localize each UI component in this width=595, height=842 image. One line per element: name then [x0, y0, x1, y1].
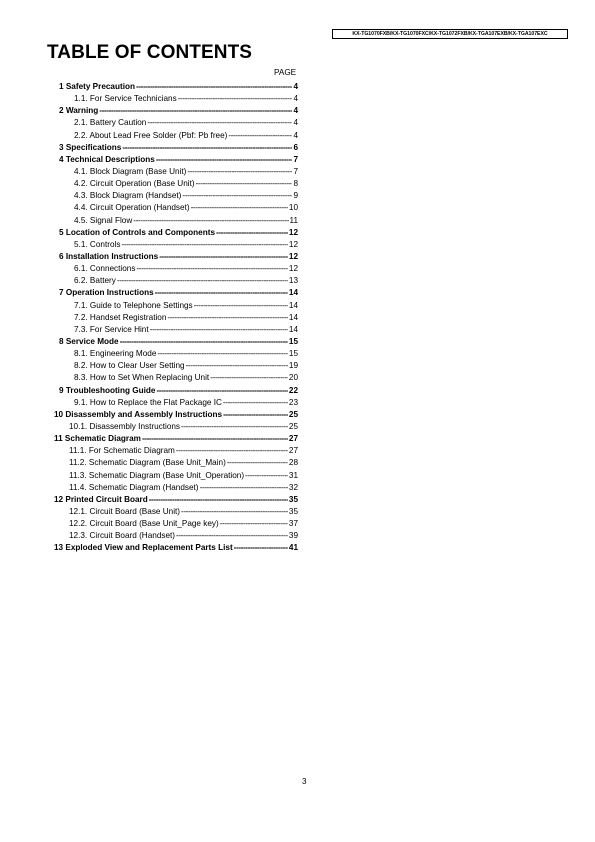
toc-section-entry[interactable] — [54, 154, 298, 166]
toc-entry-label: 8 Service Mode — [59, 336, 119, 346]
toc-dot-leader — [182, 190, 292, 202]
toc-dot-leader — [223, 409, 288, 421]
toc-entry-label: 11.3. Schematic Diagram (Base Unit_Operation) — [69, 470, 245, 480]
table-of-contents — [54, 81, 298, 554]
toc-dot-leader — [120, 336, 288, 348]
toc-dot-leader — [216, 227, 288, 239]
toc-dot-leader — [200, 482, 288, 494]
toc-subsection-entry[interactable] — [54, 530, 298, 542]
toc-dot-leader — [234, 542, 288, 554]
toc-entry-label: 12.1. Circuit Board (Base Unit) — [69, 506, 181, 516]
toc-entry-label: 11.2. Schematic Diagram (Base Unit_Main) — [69, 458, 226, 468]
toc-entry-label: 8.2. How to Clear User Setting — [74, 361, 185, 371]
toc-entry-page-number: 7 — [293, 166, 298, 176]
toc-entry-page-number: 10 — [288, 203, 298, 213]
toc-entry-page-number: 7 — [293, 154, 298, 164]
toc-entry-page-number: 4 — [293, 94, 298, 104]
toc-entry-label: 6 Installation Instructions — [59, 251, 159, 261]
toc-entry-page-number: 14 — [288, 300, 298, 310]
toc-section-entry[interactable] — [54, 433, 298, 445]
toc-dot-leader — [167, 312, 288, 324]
toc-section-entry[interactable] — [54, 142, 298, 154]
toc-subsection-entry[interactable] — [54, 300, 298, 312]
toc-subsection-entry[interactable] — [54, 470, 298, 482]
toc-subsection-entry[interactable] — [54, 360, 298, 372]
toc-entry-label: 4.1. Block Diagram (Base Unit) — [74, 166, 187, 176]
toc-entry-label: 9.1. How to Replace the Flat Package IC — [74, 397, 222, 407]
toc-dot-leader — [220, 518, 288, 530]
toc-dot-leader — [136, 81, 292, 93]
toc-section-entry[interactable] — [54, 251, 298, 263]
toc-entry-page-number: 25 — [288, 421, 298, 431]
toc-entry-page-number: 20 — [288, 373, 298, 383]
toc-dot-leader — [191, 202, 288, 214]
toc-entry-page-number: 4 — [293, 130, 298, 140]
toc-dot-leader — [136, 263, 287, 275]
toc-entry-page-number: 15 — [288, 349, 298, 359]
toc-subsection-entry[interactable] — [54, 324, 298, 336]
toc-section-entry[interactable] — [54, 336, 298, 348]
toc-subsection-entry[interactable] — [54, 372, 298, 384]
toc-dot-leader — [156, 154, 293, 166]
page-title: TABLE OF CONTENTS — [47, 42, 253, 63]
page-column-label: PAGE — [274, 68, 297, 77]
toc-dot-leader — [186, 360, 288, 372]
toc-dot-leader — [210, 372, 288, 384]
toc-entry-page-number: 12 — [288, 251, 298, 261]
toc-subsection-entry[interactable] — [54, 202, 298, 214]
toc-entry-page-number: 12 — [288, 239, 298, 249]
toc-entry-page-number: 41 — [288, 543, 298, 553]
toc-dot-leader — [117, 275, 288, 287]
toc-entry-label: 2 Warning — [59, 106, 99, 116]
toc-entry-page-number: 14 — [288, 288, 298, 298]
toc-subsection-entry[interactable] — [54, 482, 298, 494]
toc-section-entry[interactable] — [54, 81, 298, 93]
toc-subsection-entry[interactable] — [54, 506, 298, 518]
toc-dot-leader — [157, 348, 288, 360]
toc-dot-leader — [178, 93, 293, 105]
toc-subsection-entry[interactable] — [54, 397, 298, 409]
toc-entry-label: 11.1. For Schematic Diagram — [69, 446, 175, 456]
toc-entry-page-number: 14 — [288, 324, 298, 334]
toc-entry-page-number: 23 — [288, 397, 298, 407]
toc-entry-page-number: 27 — [288, 434, 298, 444]
toc-subsection-entry[interactable] — [54, 166, 298, 178]
toc-dot-leader — [176, 445, 288, 457]
model-number-header: KX-TG1070FXB/KX-TG1070FXC/KX-TG1072FXB/KX-TGA107EXB/KX-TGA107EXC — [332, 29, 568, 39]
toc-section-entry[interactable] — [54, 385, 298, 397]
toc-entry-label: 5.1. Controls — [74, 239, 121, 249]
toc-entry-label: 4.5. Signal Flow — [74, 215, 133, 225]
toc-dot-leader — [159, 251, 288, 263]
toc-dot-leader — [223, 397, 288, 409]
toc-dot-leader — [227, 457, 288, 469]
toc-entry-label: 7.2. Handset Registration — [74, 312, 167, 322]
toc-section-entry[interactable] — [54, 494, 298, 506]
toc-dot-leader — [150, 324, 288, 336]
toc-dot-leader — [245, 470, 288, 482]
toc-entry-page-number: 9 — [293, 191, 298, 201]
toc-entry-label: 1 Safety Precaution — [59, 82, 135, 91]
toc-entry-label: 4.2. Circuit Operation (Base Unit) — [74, 179, 195, 189]
toc-dot-leader — [187, 166, 292, 178]
toc-dot-leader — [228, 130, 292, 142]
toc-entry-label: 5 Location of Controls and Components — [59, 227, 216, 237]
toc-entry-label: 10.1. Disassembly Instructions — [69, 421, 181, 431]
toc-dot-leader — [147, 117, 292, 129]
toc-dot-leader — [122, 142, 292, 154]
toc-dot-leader — [121, 239, 287, 251]
page-number: 3 — [302, 777, 307, 786]
toc-subsection-entry[interactable] — [54, 215, 298, 227]
toc-section-entry[interactable] — [54, 409, 298, 421]
toc-subsection-entry[interactable] — [54, 275, 298, 287]
toc-subsection-entry[interactable] — [54, 117, 298, 129]
toc-entry-label: 12.2. Circuit Board (Base Unit_Page key) — [69, 519, 219, 529]
toc-section-entry[interactable] — [54, 105, 298, 117]
toc-dot-leader — [176, 530, 288, 542]
toc-dot-leader — [133, 215, 288, 227]
toc-entry-label: 7.3. For Service Hint — [74, 324, 149, 334]
toc-entry-label: 11.4. Schematic Diagram (Handset) — [69, 482, 199, 492]
toc-dot-leader — [181, 506, 288, 518]
toc-subsection-entry[interactable] — [54, 263, 298, 275]
toc-subsection-entry[interactable] — [54, 421, 298, 433]
toc-entry-label: 4.4. Circuit Operation (Handset) — [74, 203, 190, 213]
toc-entry-label: 11 Schematic Diagram — [54, 434, 141, 444]
toc-entry-label: 6.1. Connections — [74, 264, 136, 274]
toc-entry-page-number: 22 — [288, 385, 298, 395]
toc-subsection-entry[interactable] — [54, 518, 298, 530]
toc-entry-page-number: 35 — [288, 494, 298, 504]
toc-entry-label: 12.3. Circuit Board (Handset) — [69, 531, 176, 541]
toc-entry-page-number: 11 — [289, 215, 298, 225]
toc-entry-page-number: 35 — [288, 506, 298, 516]
toc-entry-page-number: 13 — [288, 276, 298, 286]
toc-entry-page-number: 32 — [288, 482, 298, 492]
toc-dot-leader — [196, 178, 293, 190]
toc-dot-leader — [155, 287, 288, 299]
toc-entry-label: 3 Specifications — [59, 142, 122, 152]
toc-entry-page-number: 27 — [288, 446, 298, 456]
toc-entry-label: 7.1. Guide to Telephone Settings — [74, 300, 193, 310]
toc-dot-leader — [194, 300, 288, 312]
toc-subsection-entry[interactable] — [54, 348, 298, 360]
toc-entry-page-number: 39 — [288, 531, 298, 541]
toc-entry-page-number: 12 — [288, 264, 298, 274]
toc-dot-leader — [142, 433, 288, 445]
toc-entry-label: 8.1. Engineering Mode — [74, 349, 157, 359]
toc-section-entry[interactable] — [54, 227, 298, 239]
toc-section-entry[interactable] — [54, 287, 298, 299]
toc-entry-label: 1.1. For Service Technicians — [74, 94, 177, 104]
toc-entry-label: 9 Troubleshooting Guide — [59, 385, 156, 395]
toc-entry-page-number: 31 — [288, 470, 298, 480]
toc-entry-page-number: 4 — [293, 82, 298, 91]
toc-entry-label: 13 Exploded View and Replacement Parts List — [54, 543, 233, 553]
toc-subsection-entry[interactable] — [54, 457, 298, 469]
toc-entry-page-number: 4 — [293, 118, 298, 128]
toc-subsection-entry[interactable] — [54, 312, 298, 324]
toc-entry-page-number: 12 — [288, 227, 298, 237]
toc-entry-page-number: 14 — [288, 312, 298, 322]
toc-subsection-entry[interactable] — [54, 178, 298, 190]
toc-dot-leader — [149, 494, 288, 506]
toc-entry-label: 8.3. How to Set When Replacing Unit — [74, 373, 210, 383]
toc-entry-label: 2.1. Battery Caution — [74, 118, 147, 128]
toc-entry-page-number: 8 — [293, 179, 298, 189]
toc-subsection-entry[interactable] — [54, 93, 298, 105]
toc-dot-leader — [156, 385, 287, 397]
toc-entry-page-number: 28 — [288, 458, 298, 468]
toc-subsection-entry[interactable] — [54, 239, 298, 251]
toc-entry-label: 7 Operation Instructions — [59, 288, 154, 298]
toc-entry-page-number: 15 — [288, 336, 298, 346]
toc-dot-leader — [181, 421, 288, 433]
toc-subsection-entry[interactable] — [54, 190, 298, 202]
toc-entry-page-number: 37 — [288, 519, 298, 529]
toc-section-entry[interactable] — [54, 542, 298, 554]
toc-entry-label: 12 Printed Circuit Board — [54, 494, 148, 504]
toc-entry-page-number: 4 — [293, 106, 298, 116]
toc-entry-label: 6.2. Battery — [74, 276, 116, 286]
toc-subsection-entry[interactable] — [54, 445, 298, 457]
toc-entry-label: 4 Technical Descriptions — [59, 154, 155, 164]
toc-entry-label: 2.2. About Lead Free Solder (Pbf: Pb free) — [74, 130, 228, 140]
toc-subsection-entry[interactable] — [54, 130, 298, 142]
toc-entry-page-number: 6 — [293, 142, 298, 152]
toc-dot-leader — [99, 105, 292, 117]
toc-entry-label: 4.3. Block Diagram (Handset) — [74, 191, 182, 201]
toc-entry-page-number: 19 — [288, 361, 298, 371]
toc-entry-label: 10 Disassembly and Assembly Instructions — [54, 409, 223, 419]
toc-entry-page-number: 25 — [288, 409, 298, 419]
